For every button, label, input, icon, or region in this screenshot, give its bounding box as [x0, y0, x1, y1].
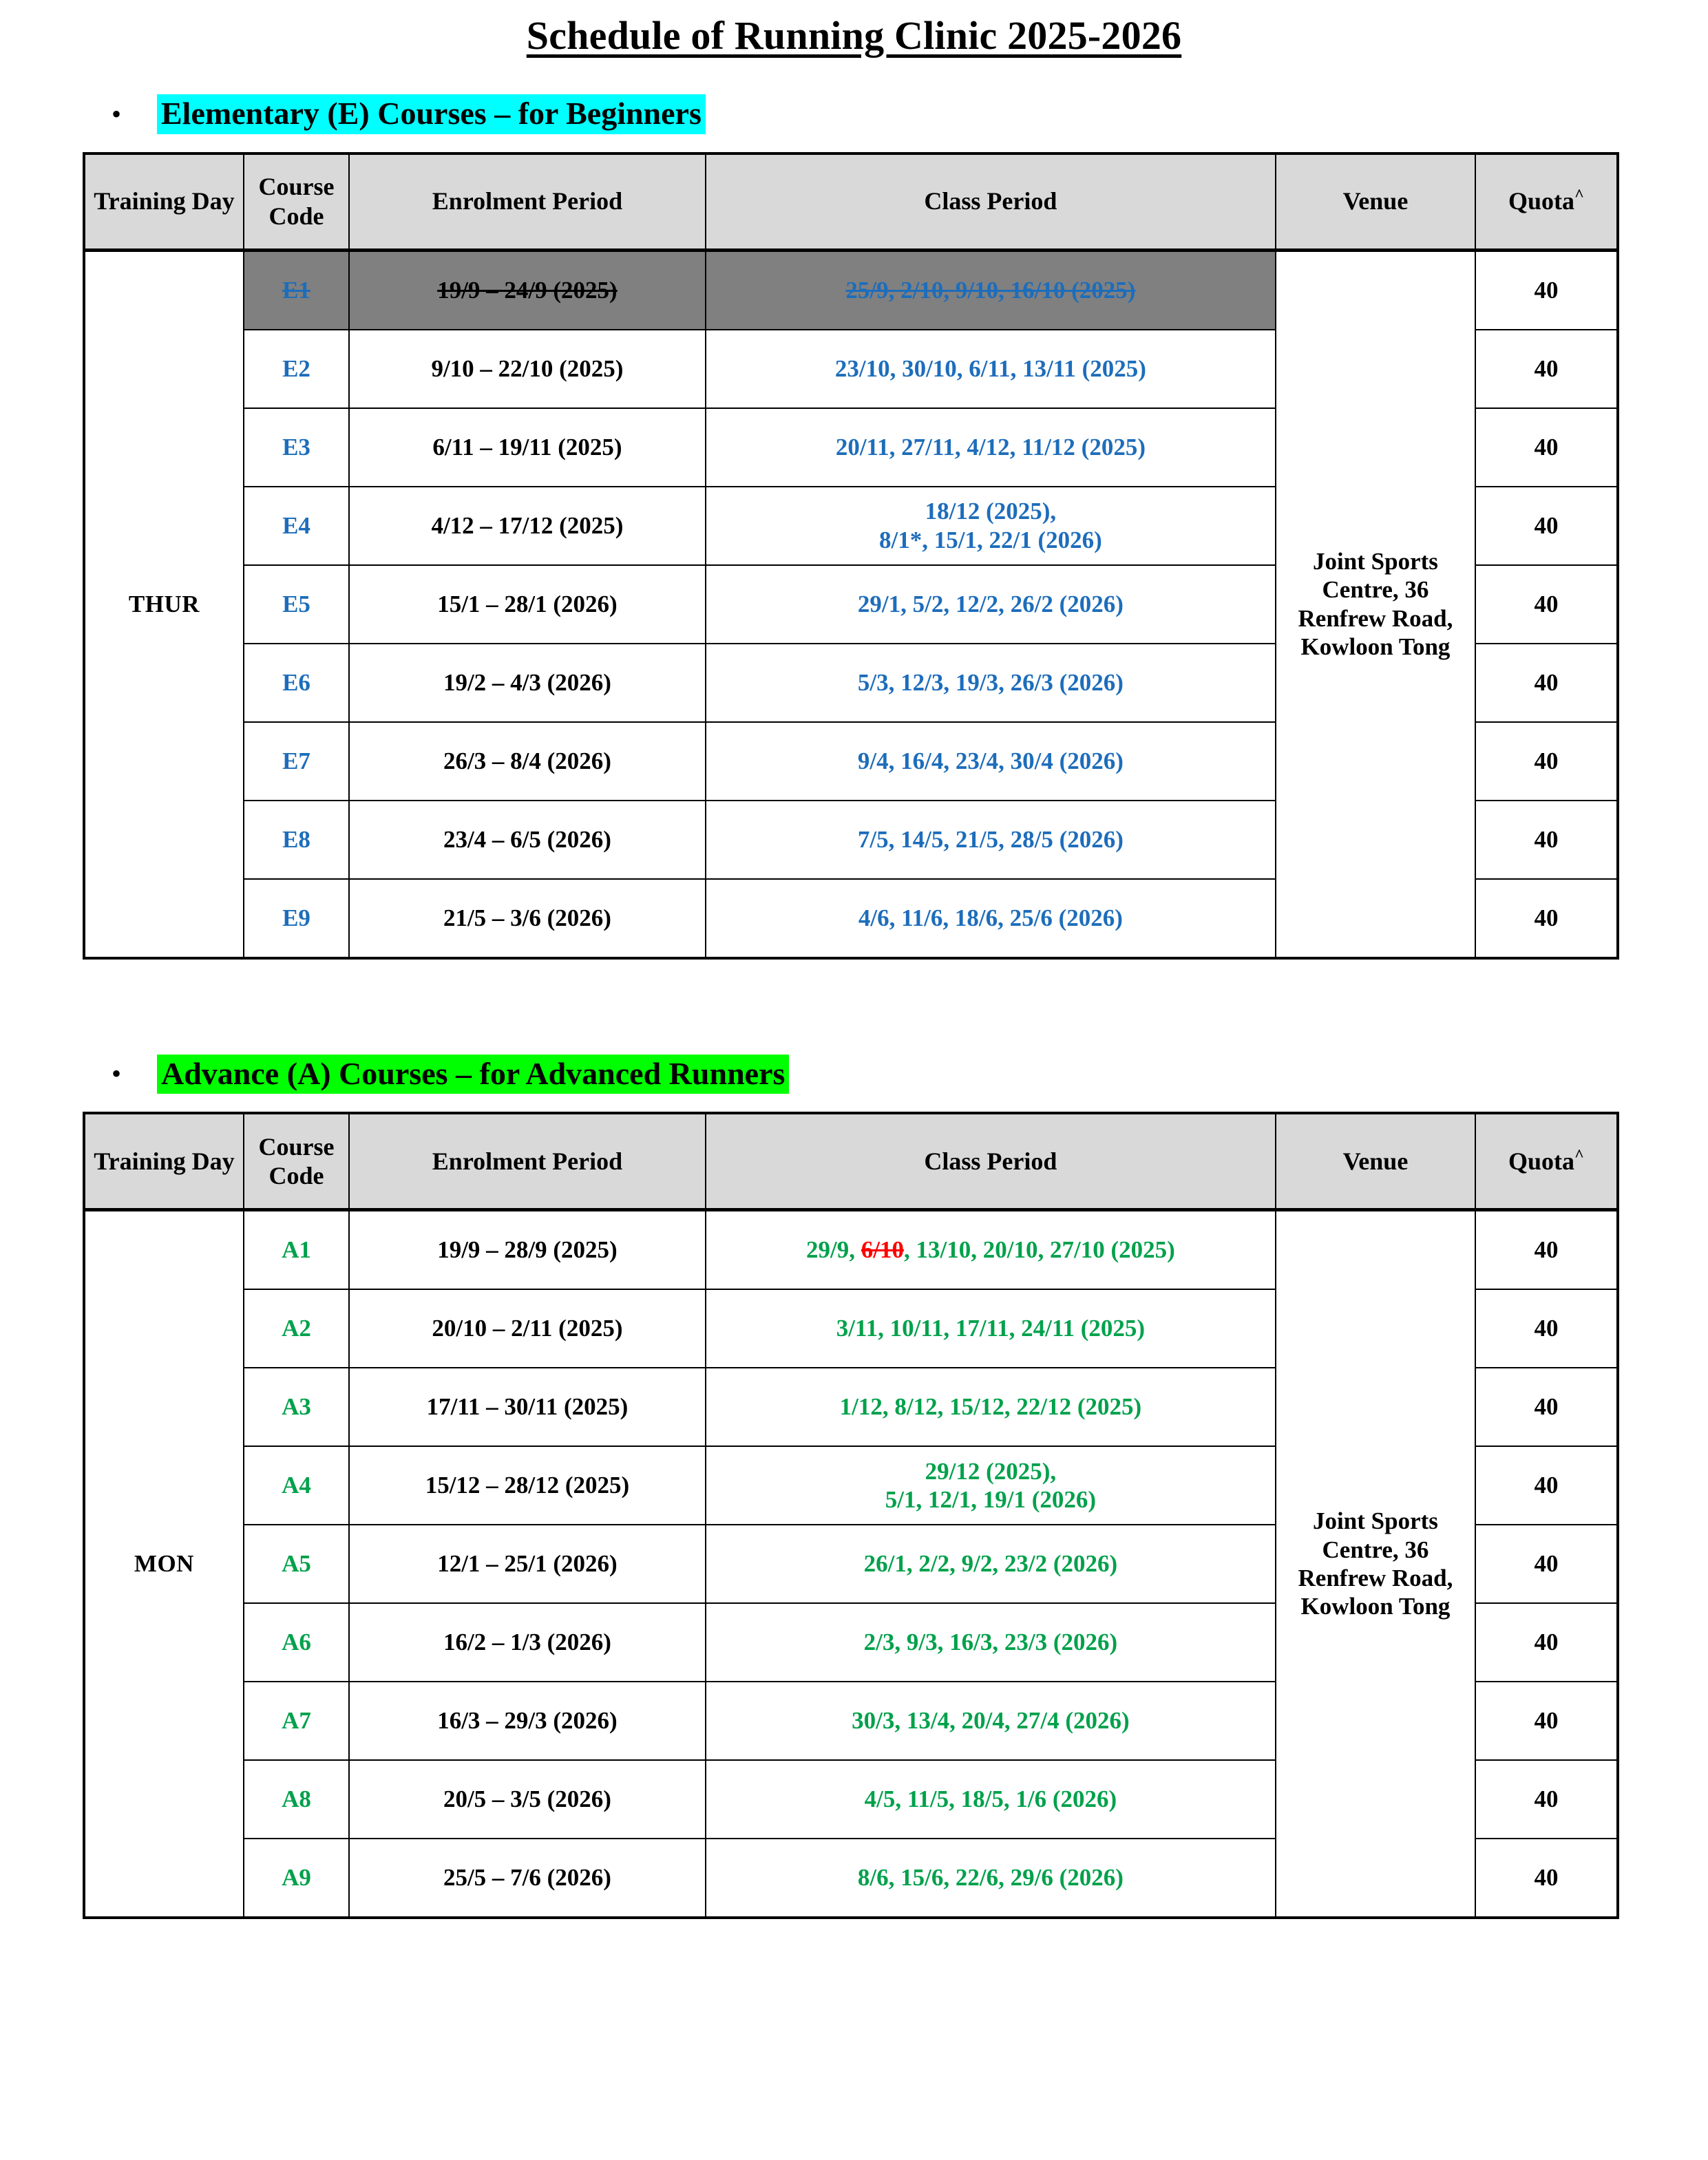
cell-enrolment-period: 15/1 – 28/1 (2026)	[349, 565, 706, 644]
cell-class-period	[706, 487, 1276, 565]
table-header-row	[84, 1113, 1618, 1210]
cell-class-period	[706, 722, 1276, 801]
cell-course-code	[244, 487, 349, 565]
cell-class-period	[706, 1289, 1276, 1368]
cell-course-code	[244, 565, 349, 644]
column-header-enrolment-period: Enrolment Period	[349, 153, 706, 251]
cell-quota: 40	[1475, 801, 1618, 879]
class-period-prefix: 29/9,	[806, 1236, 861, 1264]
cell-enrolment-period: 19/2 – 4/3 (2026)	[349, 644, 706, 722]
cell-quota: 40	[1475, 1525, 1618, 1603]
class-period-text: 1/12, 8/12, 15/12, 22/12 (2025)	[839, 1393, 1142, 1421]
course-code-text: E9	[282, 904, 310, 931]
class-period-text: 2/3, 9/3, 16/3, 23/3 (2026)	[863, 1629, 1118, 1656]
page-title: Schedule of Running Clinic 2025-2026	[526, 13, 1182, 58]
cell-enrolment-period: 12/1 – 25/1 (2026)	[349, 1525, 706, 1603]
cell-course-code	[244, 644, 349, 722]
cell-course-code	[244, 408, 349, 487]
cell-enrolment-period: 19/9 – 28/9 (2025)	[349, 1210, 706, 1290]
course-code-text: A2	[282, 1315, 311, 1342]
class-period-text: 9/4, 16/4, 23/4, 30/4 (2026)	[857, 747, 1124, 774]
section-title-elementary: Elementary (E) Courses – for Beginners	[157, 94, 706, 134]
course-code-text: A7	[282, 1707, 311, 1735]
course-code-text: A8	[282, 1786, 311, 1813]
class-period-text: 25/9, 2/10, 9/10, 16/10 (2025)	[845, 276, 1136, 304]
cell-course-code	[244, 801, 349, 879]
cell-quota: 40	[1475, 250, 1618, 330]
column-header-quota	[1475, 153, 1618, 251]
column-header-class-period: Class Period	[706, 153, 1276, 251]
cell-quota: 40	[1475, 879, 1618, 958]
course-code-text: E7	[282, 747, 310, 774]
class-period-text: 4/6, 11/6, 18/6, 25/6 (2026)	[858, 904, 1123, 931]
class-period-text: 7/5, 14/5, 21/5, 28/5 (2026)	[857, 825, 1124, 853]
cell-quota: 40	[1475, 1210, 1618, 1290]
cell-venue: Joint Sports Centre, 36 Renfrew Road, Kowloon Tong	[1276, 250, 1475, 958]
column-header-enrolment-period: Enrolment Period	[349, 1113, 706, 1210]
enrolment-text: 19/9 – 24/9 (2025)	[437, 276, 618, 304]
cell-class-period	[706, 565, 1276, 644]
cell-course-code	[244, 1289, 349, 1368]
cell-class-period	[706, 1525, 1276, 1603]
class-period-suffix: , 13/10, 20/10, 27/10 (2025)	[904, 1236, 1175, 1264]
class-period-cancelled-date: 6/10	[861, 1236, 905, 1264]
cell-quota: 40	[1475, 1839, 1618, 1918]
class-period-text: 5/3, 12/3, 19/3, 26/3 (2026)	[857, 668, 1124, 696]
cell-class-period	[706, 1839, 1276, 1918]
cell-venue: Joint Sports Centre, 36 Renfrew Road, Kowloon Tong	[1276, 1210, 1475, 1918]
cell-class-period	[706, 1760, 1276, 1839]
course-code-text: A6	[282, 1629, 311, 1656]
class-period-text: 26/1, 2/2, 9/2, 23/2 (2026)	[863, 1550, 1118, 1578]
course-code-text: A9	[282, 1864, 311, 1892]
table-row	[84, 1210, 1618, 1290]
column-header-venue: Venue	[1276, 1113, 1475, 1210]
column-header-quota	[1475, 1113, 1618, 1210]
cell-training-day: MON	[84, 1210, 244, 1918]
cell-class-period	[706, 1603, 1276, 1682]
quota-label: Quota	[1508, 1147, 1574, 1175]
class-period-line-1: 18/12 (2025),	[925, 498, 1057, 525]
class-period-text: 20/11, 27/11, 4/12, 11/12 (2025)	[835, 433, 1146, 460]
table-header-row	[84, 153, 1618, 251]
class-period-line-2: 5/1, 12/1, 19/1 (2026)	[885, 1486, 1097, 1514]
cell-course-code	[244, 879, 349, 958]
cell-course-code	[244, 1368, 349, 1446]
cell-quota: 40	[1475, 1682, 1618, 1760]
advance-schedule-table	[83, 1112, 1619, 1919]
cell-class-period	[706, 644, 1276, 722]
cell-quota: 40	[1475, 722, 1618, 801]
cell-enrolment-period: 20/5 – 3/5 (2026)	[349, 1760, 706, 1839]
class-period-text: 3/11, 10/11, 17/11, 24/11 (2025)	[836, 1315, 1146, 1342]
cell-class-period	[706, 1682, 1276, 1760]
cell-enrolment-period: 17/11 – 30/11 (2025)	[349, 1368, 706, 1446]
cell-course-code	[244, 1210, 349, 1290]
cell-enrolment-period: 23/4 – 6/5 (2026)	[349, 801, 706, 879]
cell-class-period	[706, 1368, 1276, 1446]
cell-course-code	[244, 1603, 349, 1682]
class-period-text: 30/3, 13/4, 20/4, 27/4 (2026)	[852, 1707, 1130, 1735]
section-heading-elementary	[83, 94, 1625, 134]
cell-quota: 40	[1475, 487, 1618, 565]
cell-enrolment-period: 16/2 – 1/3 (2026)	[349, 1603, 706, 1682]
section-title-advance: Advance (A) Courses – for Advanced Runners	[157, 1055, 789, 1094]
cell-quota: 40	[1475, 1289, 1618, 1368]
cell-course-code	[244, 722, 349, 801]
cell-class-period	[706, 1446, 1276, 1525]
cell-course-code	[244, 1525, 349, 1603]
course-code-text: E4	[282, 511, 310, 539]
class-period-text: 8/6, 15/6, 22/6, 29/6 (2026)	[857, 1864, 1124, 1892]
column-header-venue: Venue	[1276, 153, 1475, 251]
cell-enrolment-period: 20/10 – 2/11 (2025)	[349, 1289, 706, 1368]
column-header-course-code: Course Code	[244, 153, 349, 251]
cell-course-code	[244, 330, 349, 408]
cell-enrolment-period: 16/3 – 29/3 (2026)	[349, 1682, 706, 1760]
cell-course-code	[244, 1682, 349, 1760]
cell-quota: 40	[1475, 1603, 1618, 1682]
course-code-text: E1	[282, 276, 310, 304]
course-code-text: E8	[282, 825, 310, 853]
class-period-text: 29/1, 5/2, 12/2, 26/2 (2026)	[857, 590, 1124, 617]
column-header-class-period: Class Period	[706, 1113, 1276, 1210]
course-code-text: A3	[282, 1393, 311, 1421]
cell-class-period	[706, 250, 1276, 330]
column-header-training-day: Training Day	[84, 153, 244, 251]
cell-enrolment-period: 9/10 – 22/10 (2025)	[349, 330, 706, 408]
cell-course-code	[244, 1760, 349, 1839]
cell-quota: 40	[1475, 1368, 1618, 1446]
quota-footnote-marker: ^	[1574, 1146, 1584, 1165]
class-period-line-1: 29/12 (2025),	[925, 1457, 1057, 1485]
class-period-text: 4/5, 11/5, 18/5, 1/6 (2026)	[864, 1786, 1117, 1813]
cell-training-day: THUR	[84, 250, 244, 958]
section-heading-advance	[83, 1055, 1625, 1094]
cell-quota: 40	[1475, 644, 1618, 722]
cell-enrolment-period	[349, 250, 706, 330]
course-code-text: A4	[282, 1472, 311, 1499]
cell-class-period	[706, 879, 1276, 958]
cell-quota: 40	[1475, 408, 1618, 487]
quota-label: Quota	[1508, 187, 1574, 215]
course-code-text: A5	[282, 1550, 311, 1578]
course-code-text: E3	[282, 433, 310, 460]
bullet-icon: •	[112, 98, 122, 129]
cell-enrolment-period: 6/11 – 19/11 (2025)	[349, 408, 706, 487]
table-row	[84, 250, 1618, 330]
cell-class-period	[706, 1210, 1276, 1290]
cell-class-period	[706, 408, 1276, 487]
course-code-text: E5	[282, 590, 310, 617]
cell-enrolment-period: 4/12 – 17/12 (2025)	[349, 487, 706, 565]
column-header-training-day: Training Day	[84, 1113, 244, 1210]
cell-quota: 40	[1475, 1446, 1618, 1525]
cell-course-code	[244, 1446, 349, 1525]
course-code-text: A1	[282, 1236, 311, 1264]
column-header-course-code: Course Code	[244, 1113, 349, 1210]
course-code-text: E6	[282, 668, 310, 696]
cell-enrolment-period: 15/12 – 28/12 (2025)	[349, 1446, 706, 1525]
cell-course-code	[244, 1839, 349, 1918]
cell-quota: 40	[1475, 330, 1618, 408]
class-period-line-2: 8/1*, 15/1, 22/1 (2026)	[879, 526, 1102, 553]
cell-enrolment-period: 21/5 – 3/6 (2026)	[349, 879, 706, 958]
cell-quota: 40	[1475, 565, 1618, 644]
section-spacer	[83, 960, 1625, 1019]
quota-footnote-marker: ^	[1574, 187, 1584, 205]
elementary-schedule-table	[83, 152, 1619, 960]
course-code-text: E2	[282, 354, 310, 382]
cell-enrolment-period: 26/3 – 8/4 (2026)	[349, 722, 706, 801]
bullet-icon: •	[112, 1058, 122, 1090]
cell-class-period	[706, 801, 1276, 879]
cell-quota: 40	[1475, 1760, 1618, 1839]
cell-enrolment-period: 25/5 – 7/6 (2026)	[349, 1839, 706, 1918]
cell-class-period	[706, 330, 1276, 408]
document-page	[0, 12, 1708, 2160]
class-period-text: 23/10, 30/10, 6/11, 13/11 (2025)	[834, 354, 1146, 382]
cell-course-code	[244, 250, 349, 330]
